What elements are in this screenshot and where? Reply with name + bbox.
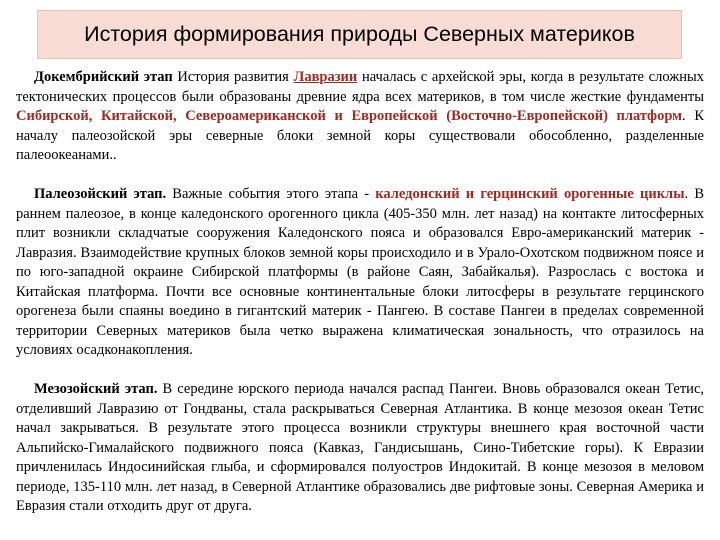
paragraph-label: Палеозойский этап. (34, 186, 167, 202)
paragraph-paleozoic (16, 185, 704, 361)
paragraph-text: началась с архейской эры, когда в результате сложных тектонических процессов были образованы древние ядра всех материков, в том числе жесткие фундаменты (16, 69, 704, 105)
paragraph-text: В середине юрского периода начался распад Пангеи. Вновь образовался океан Тетис, отделивший Лавразию от Гондваны, стала раскрываться Северная Атлантика. В конце мезозоя океан Тетис начал закрываться. В результате этого процесса возникли структуры внешнего края восточной части Альпийско-Гималайского подвижного пояса (Кавказ, Гандисышань, Сино-Тибетские горы). К Евразии причленилась Индосинийская глыба, и сформировался полуостров Индокитай. В конце мезозоя в меловом периоде, 135-110 млн. лет назад, в Северной Атлантике образовались две рифтовые зоны. Северная Америка и Евразия стали отходить друг от друга. (16, 381, 705, 514)
paragraph-label: Мезозойский этап. (34, 381, 158, 397)
paragraph-mesozoic (16, 380, 704, 517)
paragraph-text: Важные события этого этапа - (166, 186, 376, 202)
paragraph-precambrian (16, 68, 704, 166)
paragraph-text: . В раннем палеозое, в конце каледонского орогенного цикла (405-350 млн. лет назад) на контакте литосферных плит возникли складчатые сооружения Каледонского пояса и образовался Евро-американский материк - Лавразия. Взаимодействие крупных блоков земной коры происходило и в Урало-Охотском подвижном поясе и по юго-западной окраине Сибирской платформы (в районе Саян, Забайкалья). Разрослась с востока и Китайская платформа. Почти все основные континентальные блоки литосферы в результате герцинского орогенеза были спаяны воедино в гигантский материк - Пангею. В составе Пангеи в пределах современной территории Северных материков была четко выражена климатическая зональность, что отразилось на условиях осадконакопления. (16, 186, 704, 358)
highlight-term: каледонский и герцинский орогенные циклы (375, 186, 685, 202)
slide-title: История формирования природы Северных материков (84, 22, 635, 46)
paragraph-label: Докембрийский этап (34, 69, 173, 85)
title-box (37, 10, 682, 59)
highlight-term: Лавразии (293, 69, 358, 85)
paragraph-text: История развития (172, 69, 294, 85)
paragraph-text: . К началу палеозойской эры северные блоки земной коры существовали обособленно, разделенные палеоокеанами.. (16, 108, 704, 163)
highlight-term: Сибирской, Китайской, Североамериканской и Европейской (Восточно-Европейской) платформ (16, 108, 683, 124)
slide-body (16, 68, 704, 517)
